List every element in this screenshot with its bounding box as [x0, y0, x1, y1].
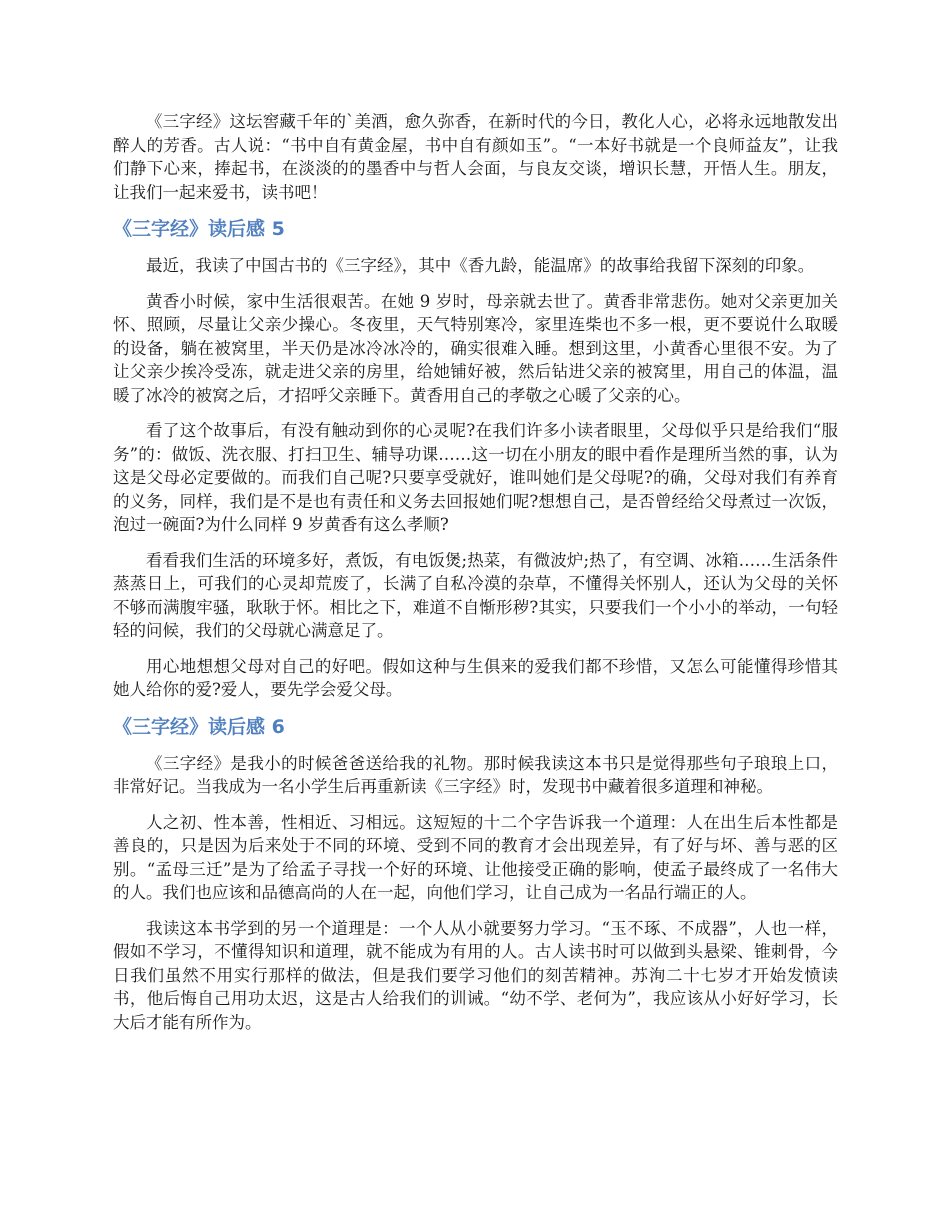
document-page: [113, 110, 838, 1046]
intro-paragraph: 《三字经》这坛窖藏千年的`美酒，愈久弥香，在新时代的今日，教化人心，必将永远地散发出醉人的芳香。古人说：“书中自有黄金屋，书中自有颜如玉”。“一本好书就是一个良师益友”，让我们静下心来，捧起书，在淡淡的的墨香中与哲人会面，与良友交谈，增识长慧，开悟人生。朋友，让我们一起来爱书，读书吧！: [113, 112, 838, 202]
section-5-heading: 《三字经》读后感 5: [113, 218, 285, 240]
section-6-heading: 《三字经》读后感 6: [113, 715, 285, 738]
section-5-paragraph-2: 黄香小时候，家中生活很艰苦。在她 9 岁时，母亲就去世了。黄香非常悲伤。她对父亲更加关怀、照顾，尽量让父亲少操心。冬夜里，天气特别寒冷，家里连柴也不多一根，更不要说什么取暖的设备，躺在被窝里，半天仍是冰冷冰冷的，确实很难入睡。想到这里，小黄香心里很不安。为了让父亲少挨冷受冻，就走进父亲的房里，给她铺好被，然后钻进父亲的被窝里，用自己的体温，温暖了冰冷的被窝之后，才招呼父亲睡下。黄香用自己的孝敬之心暖了父亲的心。: [113, 291, 838, 405]
section-5-paragraph-4: 看看我们生活的环境多好，煮饭，有电饭煲;热菜，有微波炉;热了，有空调、冰箱……生活条件蒸蒸日上，可我们的心灵却荒废了，长满了自私冷漠的杂草，不懂得关怀别人，还认为父母的关怀不够而满腹牢骚，耿耿于怀。相比之下，难道不自惭形秽?其实，只要我们一个小小的举动，一句轻轻的问候，我们的父母就心满意足了。: [113, 550, 838, 640]
section-5-paragraph-1: 最近，我读了中国古书的《三字经》，其中《香九龄，能温席》的故事给我留下深刻的印象。: [146, 256, 815, 275]
section-6-paragraph-1: 《三字经》是我小的时候爸爸送给我的礼物。那时候我读这本书只是觉得那些句子琅琅上口，非常好记。当我成为一名小学生后再重新读《三字经》时，发现书中藏着很多道理和神秘。: [113, 753, 838, 796]
section-5-paragraph-3: 看了这个故事后，有没有触动到你的心灵呢?在我们许多小读者眼里，父母似乎只是给我们“服务”的：做饭、洗衣服、打扫卫生、辅导功课……这一切在小朋友的眼中看作是理所当然的事，认为这是父母必定要做的。而我们自己呢?只要享受就好，谁叫她们是父母呢?的确，父母对我们有养育的义务，同样，我们是不是也有责任和义务去回报她们呢?想想自己，是否曾经给父母煮过一次饭，泡过一碗面?为什么同样 9 岁黄香有这么孝顺?: [113, 421, 838, 534]
section-6-paragraph-3: 我读这本书学到的另一个道理是：一个人从小就要努力学习。“玉不琢、不成器”，人也一样，假如不学习，不懂得知识和道理，就不能成为有用的人。古人读书时可以做到头悬梁、锥刺骨，今日我们虽然不用实行那样的做法，但是我们要学习他们的刻苦精神。苏洵二十七岁才开始发愤读书，他后悔自己用功太迟，这是古人给我们的训诫。“幼不学、老何为”，我应该从小好好学习，长大后才能有所作为。: [113, 918, 838, 1032]
section-5-paragraph-5: 用心地想想父母对自己的好吧。假如这种与生俱来的爱我们都不珍惜，又怎么可能懂得珍惜其她人给你的爱?爱人，要先学会爱父母。: [113, 656, 838, 699]
section-6-paragraph-2: 人之初、性本善，性相近、习相远。这短短的十二个字告诉我一个道理：人在出生后本性都是善良的，只是因为后来处于不同的环境、受到不同的教育才会出现差异，有了好与坏、善与恶的区别。“孟母三迁”是为了给孟子寻找一个好的环境、让他接受正确的影响，使孟子最终成了一名伟大的人。我们也应该和品德高尚的人在一起，向他们学习，让自己成为一名品行端正的人。: [113, 812, 838, 902]
